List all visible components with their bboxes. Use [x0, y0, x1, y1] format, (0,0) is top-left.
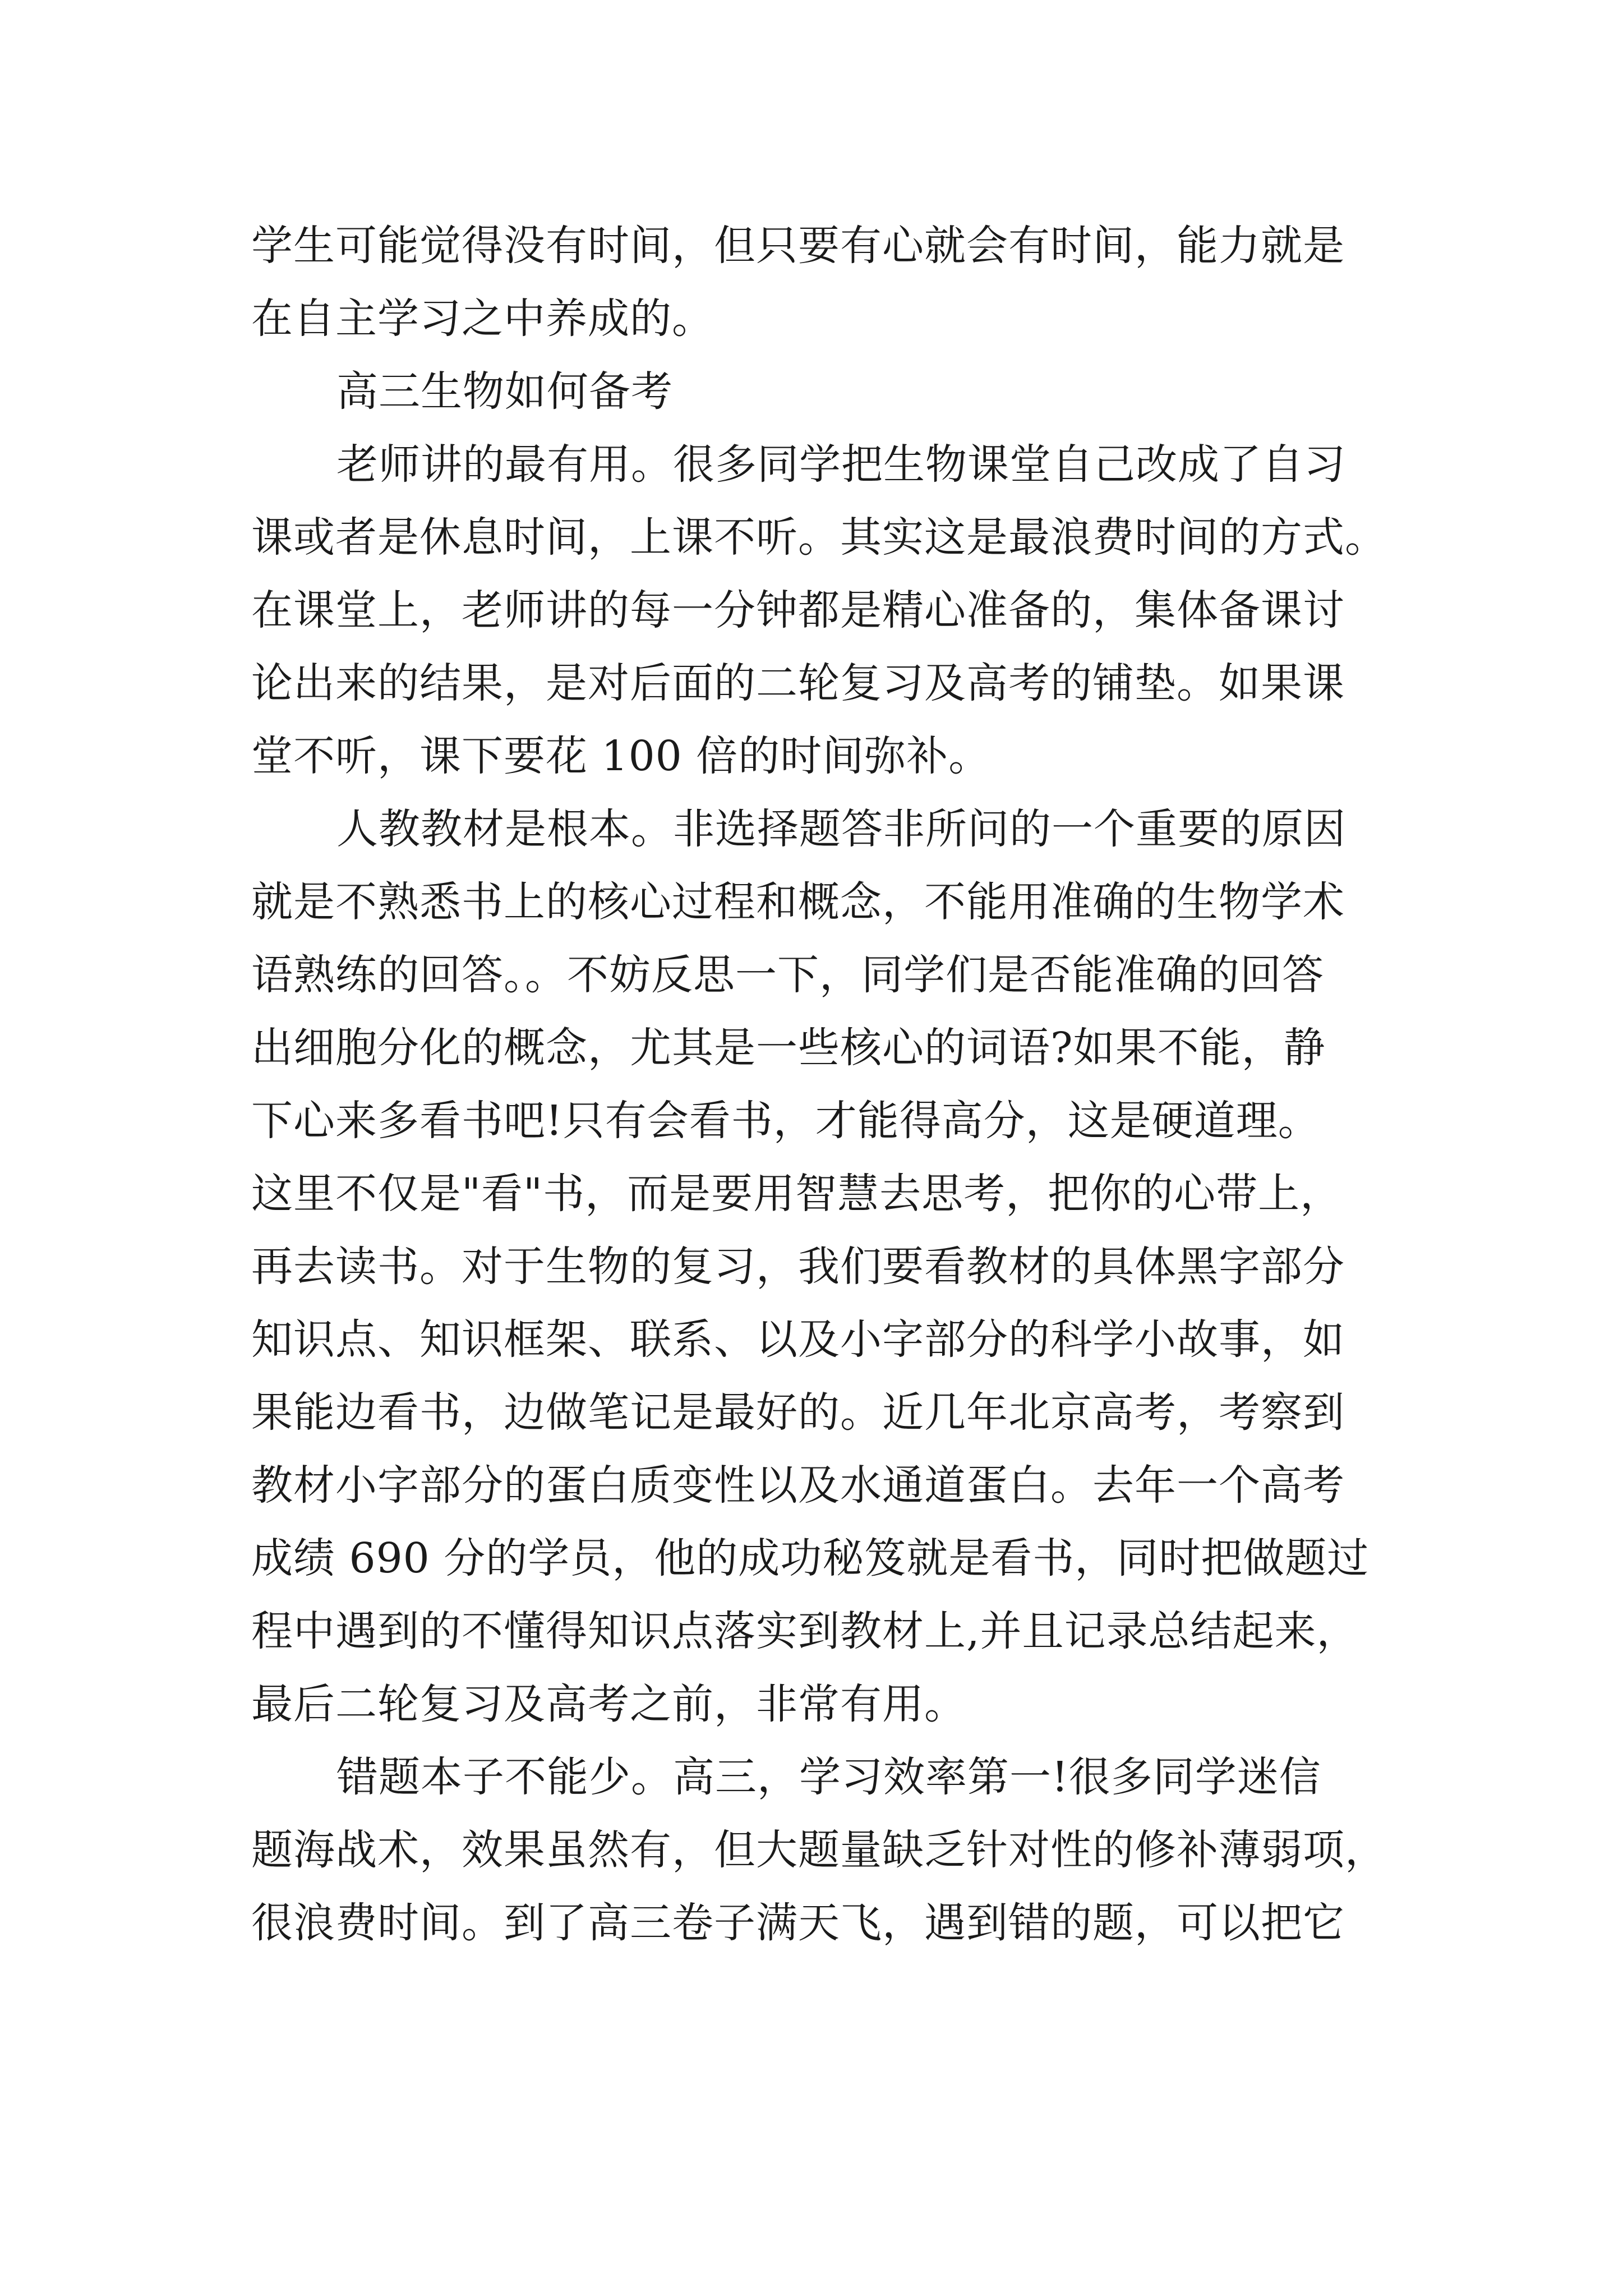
text-line: 学生可能觉得没有时间，但只要有心就会有时间，能力就是 [251, 222, 1345, 270]
text-line: 最后二轮复习及高考之前，非常有用。 [251, 1680, 966, 1728]
text-line: 在课堂上，老师讲的每一分钟都是精心准备的，集体备课讨 [251, 586, 1345, 634]
text-line: 出细胞分化的概念，尤其是一些核心的词语?如果不能，静 [251, 1024, 1326, 1072]
text-line: 程中遇到的不懂得知识点落实到教材上,并且记录总结起来， [251, 1607, 1359, 1655]
text-line: 在自主学习之中养成的。 [251, 295, 714, 343]
text-line: 论出来的结果，是对后面的二轮复习及高考的铺垫。如果课 [251, 659, 1345, 707]
text-line: 老师讲的最有用。很多同学把生物课堂自己改成了自习 [336, 440, 1346, 489]
text-line: 知识点、知识框架、联系、以及小字部分的科学小故事，如 [251, 1315, 1345, 1364]
text-line: 堂不听，课下要花 100 倍的时间弥补。 [251, 732, 991, 780]
section-heading: 高三生物如何备考 [336, 367, 673, 416]
text-line: 语熟练的回答。。不妨反思一下，同学们是否能准确的回答 [251, 951, 1324, 999]
text-line: 就是不熟悉书上的核心过程和概念，不能用准确的生物学术 [251, 878, 1345, 926]
text-line: 错题本子不能少。高三，学习效率第一!很多同学迷信 [336, 1753, 1321, 1801]
text-line: 人教教材是根本。非选择题答非所问的一个重要的原因 [336, 805, 1346, 853]
text-line: 果能边看书，边做笔记是最好的。近几年北京高考，考察到 [251, 1388, 1345, 1437]
text-line: 题海战术，效果虽然有，但大题量缺乏针对性的修补薄弱项， [251, 1826, 1387, 1874]
text-line: 下心来多看书吧!只有会看书，才能得高分，这是硬道理。 [251, 1097, 1320, 1145]
text-line: 课或者是休息时间，上课不听。其实这是最浪费时间的方式。 [251, 513, 1387, 562]
text-line: 成绩 690 分的学员，他的成功秘笈就是看书，同时把做题过 [251, 1534, 1370, 1582]
text-line: 教材小字部分的蛋白质变性以及水通道蛋白。去年一个高考 [251, 1461, 1345, 1510]
text-line: 很浪费时间。到了高三卷子满天飞，遇到错的题，可以把它 [251, 1899, 1345, 1947]
text-line: 这里不仅是"看"书，而是要用智慧去思考，把你的心带上， [251, 1170, 1343, 1218]
text-line: 再去读书。对于生物的复习，我们要看教材的具体黑字部分 [251, 1243, 1345, 1291]
